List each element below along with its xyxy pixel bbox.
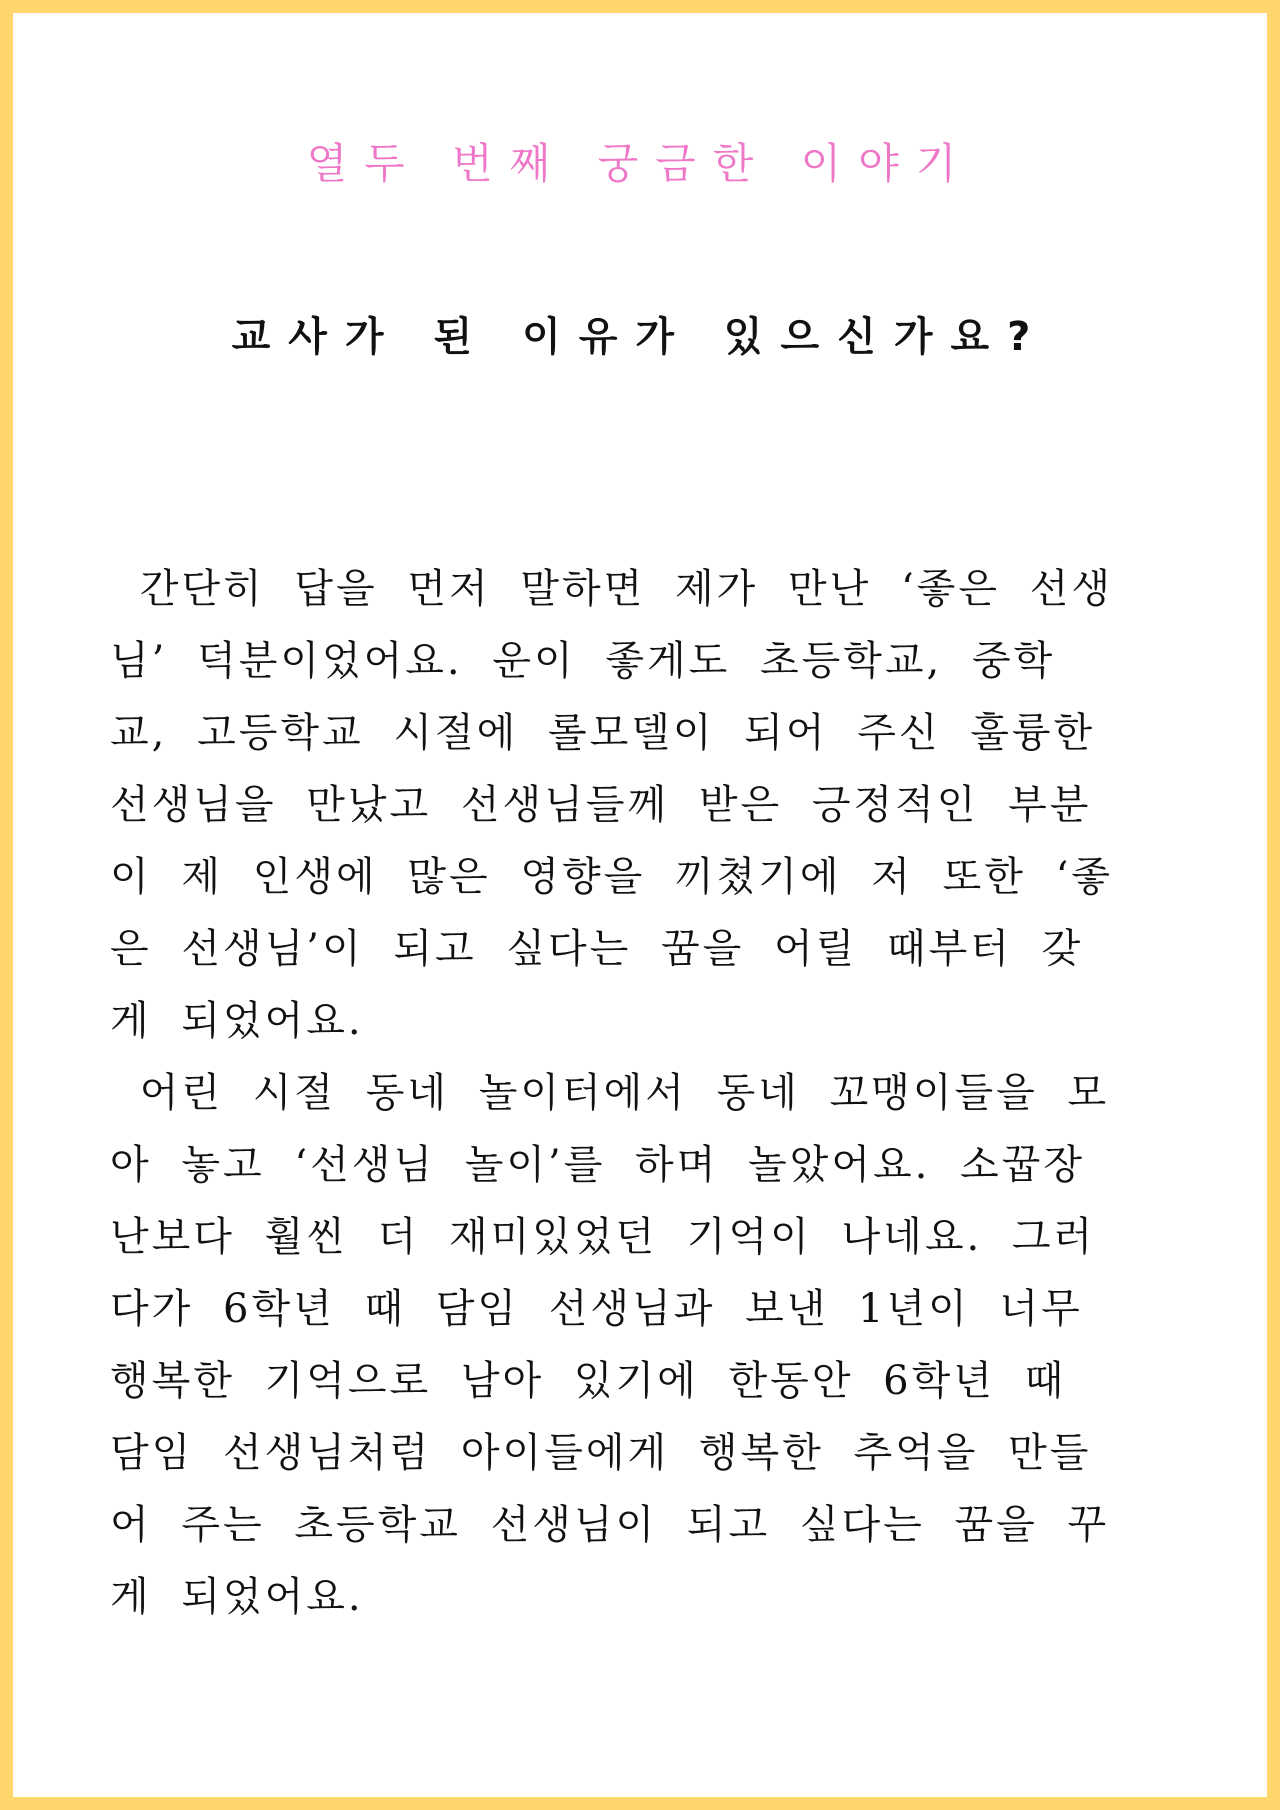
body-line: 님’ 덕분이었어요. 운이 좋게도 초등학교, 중학 [110,638,1056,684]
body-line: 행복한 기억으로 남아 있기에 한동안 6학년 때 [110,1358,1067,1404]
body-line: 은 선생님’이 되고 싶다는 꿈을 어릴 때부터 갖 [110,926,1084,972]
body-line: 게 되었어요. [110,1574,364,1620]
body-line: 간단히 답을 먼저 말하면 제가 만난 ‘좋은 선생 [110,566,1113,612]
body-line: 교, 고등학교 시절에 롤모델이 되어 주신 훌륭한 [110,710,1096,756]
body-line: 담임 선생님처럼 아이들에게 행복한 추억을 만들 [110,1430,1092,1476]
body-text [110,553,1200,1633]
body-line: 다가 6학년 때 담임 선생님과 보낸 1년이 너무 [110,1286,1083,1332]
body-line: 선생님을 만났고 선생님들께 받은 긍정적인 부분 [110,782,1092,828]
body-line: 게 되었어요. [110,998,364,1044]
body-line: 이 제 인생에 많은 영향을 끼쳤기에 저 또한 ‘좋 [110,854,1113,900]
chapter-question-title: 교사가 된 이유가 있으신가요? [231,314,1049,360]
body-line: 아 놓고 ‘선생님 놀이’를 하며 놀았어요. 소꿉장 [110,1142,1085,1188]
body-line: 어린 시절 동네 놀이터에서 동네 꼬맹이들을 모 [110,1070,1110,1116]
body-line: 어 주는 초등학교 선생님이 되고 싶다는 꿈을 꾸 [110,1502,1110,1548]
chapter-subtitle: 열두 번째 궁금한 이야기 [306,139,974,188]
body-line: 난보다 훨씬 더 재미있었던 기억이 나네요. 그러 [110,1214,1096,1260]
